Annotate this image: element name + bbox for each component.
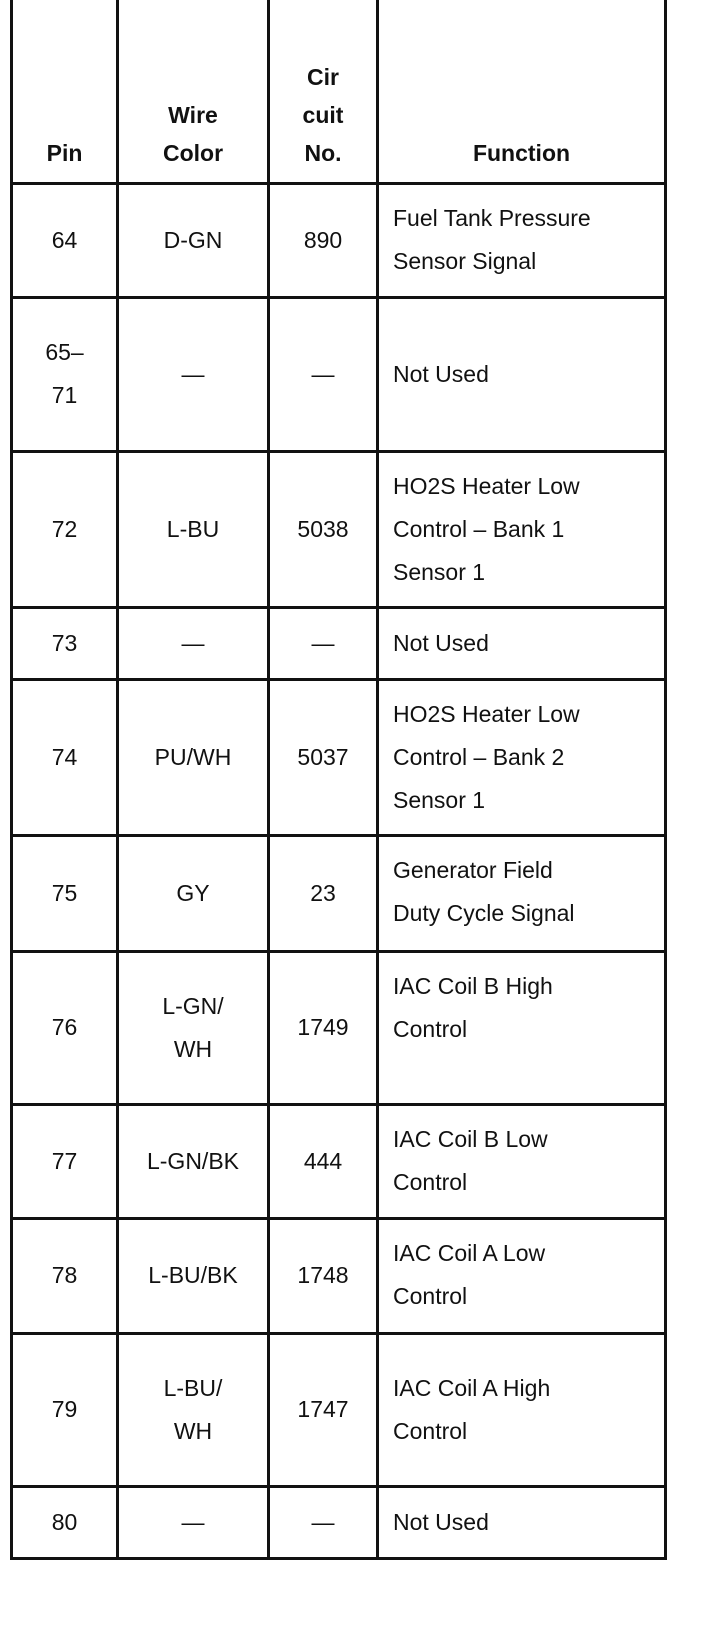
function-cell: Fuel Tank Pressure Sensor Signal <box>378 183 666 297</box>
table-header-row <box>12 0 666 183</box>
wire-color-cell: — <box>118 297 269 451</box>
pin-cell: 79 <box>12 1333 118 1486</box>
table-row <box>12 679 666 835</box>
header-pin: Pin <box>12 0 118 183</box>
pin-cell: 76 <box>12 951 118 1104</box>
pin-cell: 74 <box>12 679 118 835</box>
wire-color-cell: L-GN/BK <box>118 1104 269 1218</box>
connector-pinout-table-container <box>10 0 664 1632</box>
wire-color-cell: — <box>118 607 269 679</box>
function-cell: IAC Coil B High Control <box>378 951 666 1104</box>
pin-cell: 77 <box>12 1104 118 1218</box>
table-row <box>12 607 666 679</box>
wire-color-cell: L-BU/ WH <box>118 1333 269 1486</box>
table-row <box>12 835 666 951</box>
wire-color-cell: L-BU/BK <box>118 1218 269 1333</box>
pin-cell: 73 <box>12 607 118 679</box>
circuit-no-cell: 1747 <box>269 1333 378 1486</box>
table-row <box>12 1486 666 1558</box>
circuit-no-cell: 1748 <box>269 1218 378 1333</box>
circuit-no-cell: — <box>269 1486 378 1558</box>
function-cell: HO2S Heater Low Control – Bank 2 Sensor 1 <box>378 679 666 835</box>
wire-color-cell: GY <box>118 835 269 951</box>
table-row <box>12 1104 666 1218</box>
function-cell: HO2S Heater Low Control – Bank 1 Sensor 1 <box>378 451 666 607</box>
pin-cell: 65– 71 <box>12 297 118 451</box>
header-function: Function <box>378 0 666 183</box>
pin-cell: 78 <box>12 1218 118 1333</box>
connector-pinout-table <box>10 0 667 1560</box>
function-cell: Not Used <box>378 297 666 451</box>
pin-cell: 64 <box>12 183 118 297</box>
table-row <box>12 951 666 1104</box>
wire-color-cell: PU/WH <box>118 679 269 835</box>
circuit-no-cell: — <box>269 607 378 679</box>
table-row <box>12 183 666 297</box>
table-row <box>12 1218 666 1333</box>
function-cell: Not Used <box>378 607 666 679</box>
pin-cell: 80 <box>12 1486 118 1558</box>
circuit-no-cell: 890 <box>269 183 378 297</box>
pin-cell: 75 <box>12 835 118 951</box>
function-cell: IAC Coil A High Control <box>378 1333 666 1486</box>
function-cell: Generator Field Duty Cycle Signal <box>378 835 666 951</box>
header-wire-color: Wire Color <box>118 0 269 183</box>
function-cell: Not Used <box>378 1486 666 1558</box>
wire-color-cell: — <box>118 1486 269 1558</box>
circuit-no-cell: — <box>269 297 378 451</box>
wire-color-cell: L-BU <box>118 451 269 607</box>
wire-color-cell: D-GN <box>118 183 269 297</box>
function-cell: IAC Coil A Low Control <box>378 1218 666 1333</box>
table-row <box>12 451 666 607</box>
circuit-no-cell: 1749 <box>269 951 378 1104</box>
circuit-no-cell: 5038 <box>269 451 378 607</box>
circuit-no-cell: 23 <box>269 835 378 951</box>
table-row <box>12 297 666 451</box>
function-cell: IAC Coil B Low Control <box>378 1104 666 1218</box>
circuit-no-cell: 5037 <box>269 679 378 835</box>
wire-color-cell: L-GN/ WH <box>118 951 269 1104</box>
circuit-no-cell: 444 <box>269 1104 378 1218</box>
table-row <box>12 1333 666 1486</box>
header-circuit-no: Cir cuit No. <box>269 0 378 183</box>
pin-cell: 72 <box>12 451 118 607</box>
